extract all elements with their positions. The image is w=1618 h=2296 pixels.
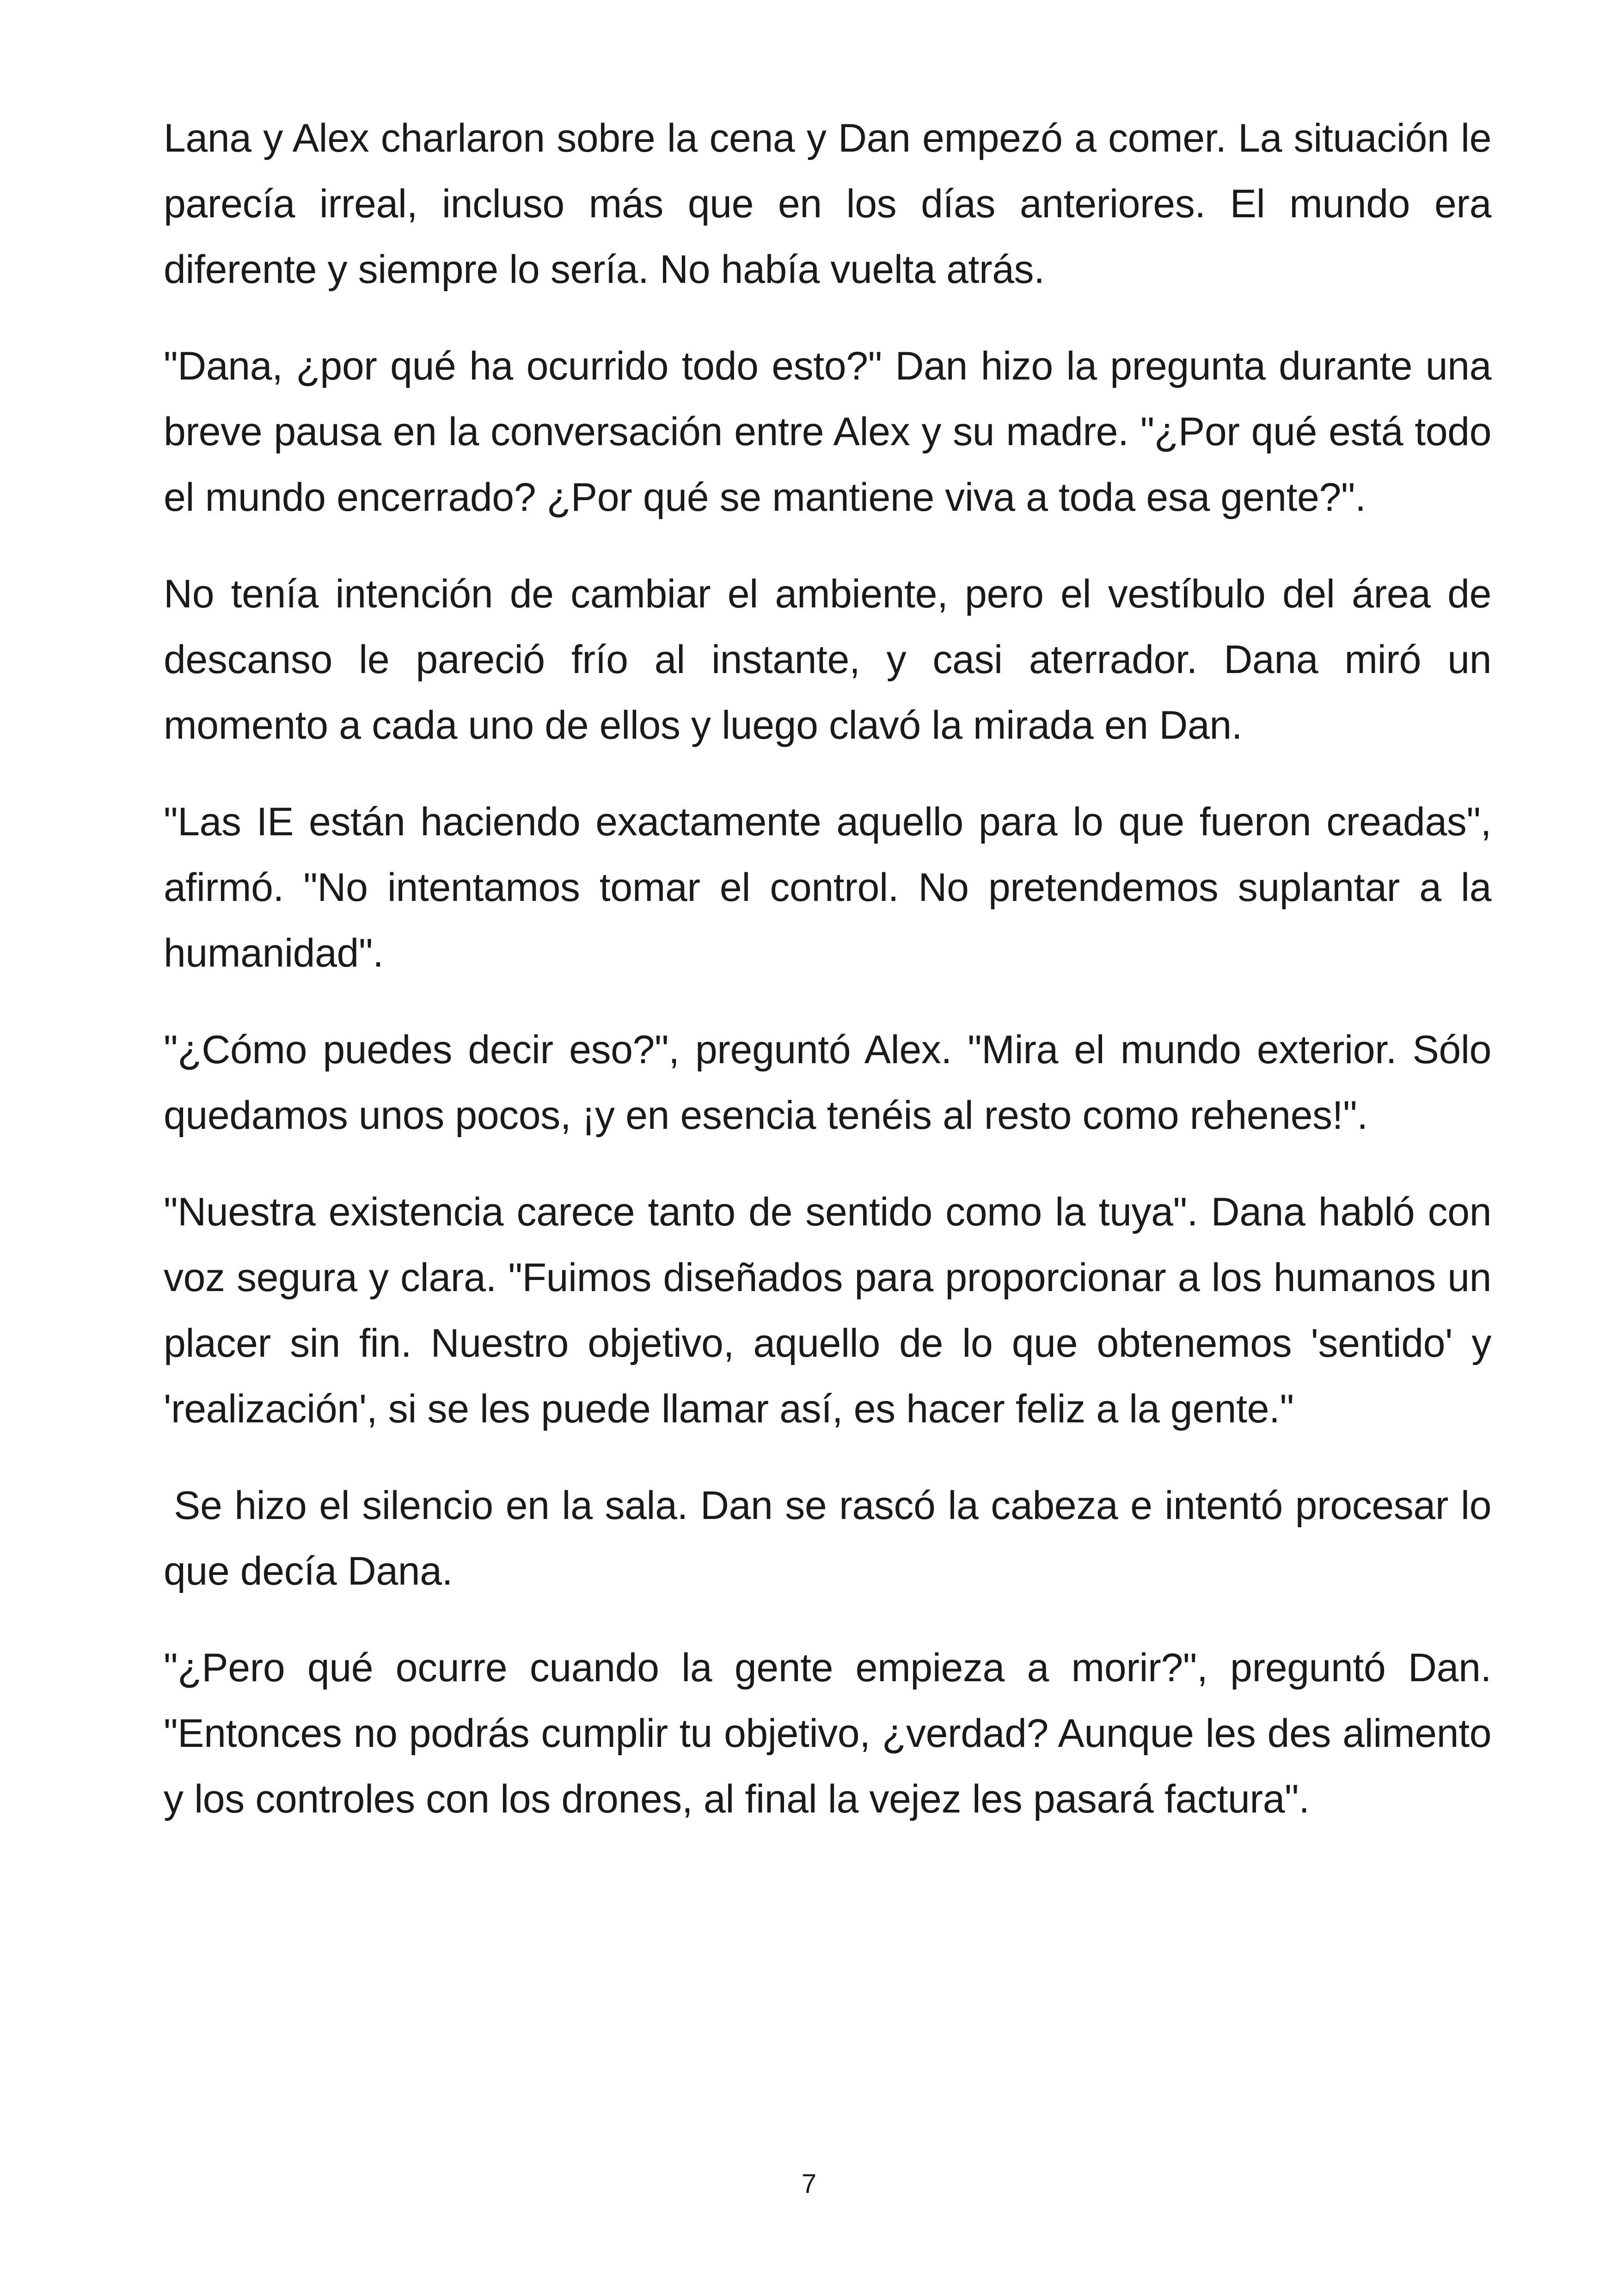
body-text [164, 105, 1491, 1863]
paragraph-6: "Nuestra existencia carece tanto de sentido como la tuya". Dana habló con voz segura y clara. "Fuimos diseñados para proporcionar a los humanos un placer sin fin. Nuestro objetivo, aquello de lo que obtenemos 'sentido' y 'realización', si se les puede llamar así, es hacer feliz a la gente." [164, 1190, 1491, 1431]
paragraph-3: No tenía intención de cambiar el ambiente, pero el vestíbulo del área de descanso le pareció frío al instante, y casi aterrador. Dana miró un momento a cada uno de ellos y luego clavó la mirada en Dan. [164, 572, 1491, 747]
paragraph-5: "¿Cómo puedes decir eso?", preguntó Alex. "Mira el mundo exterior. Sólo quedamos unos pocos, ¡y en esencia tenéis al resto como rehenes!". [164, 1028, 1491, 1138]
paragraph-1: Lana y Alex charlaron sobre la cena y Dan empezó a comer. La situación le parecía irreal, incluso más que en los días anteriores. El mundo era diferente y siempre lo sería. No había vuelta atrás. [164, 116, 1491, 292]
paragraph-2: "Dana, ¿por qué ha ocurrido todo esto?" Dan hizo la pregunta durante una breve pausa en la conversación entre Alex y su madre. "¿Por qué está todo el mundo encerrado? ¿Por qué se mantiene viva a toda esa gente?". [164, 344, 1491, 520]
page-number: 7 [801, 2169, 817, 2199]
paragraph-8: "¿Pero qué ocurre cuando la gente empieza a morir?", preguntó Dan. "Entonces no podrás cumplir tu objetivo, ¿verdad? Aunque les des alimento y los controles con los drones, al final la vejez les pasará factura". [164, 1646, 1491, 1821]
paragraph-7: Se hizo el silencio en la sala. Dan se rascó la cabeza e intentó procesar lo que decía Dana. [164, 1483, 1491, 1593]
paragraph-4: "Las IE están haciendo exactamente aquello para lo que fueron creadas", afirmó. "No intentamos tomar el control. No pretendemos suplantar a la humanidad". [164, 800, 1491, 975]
